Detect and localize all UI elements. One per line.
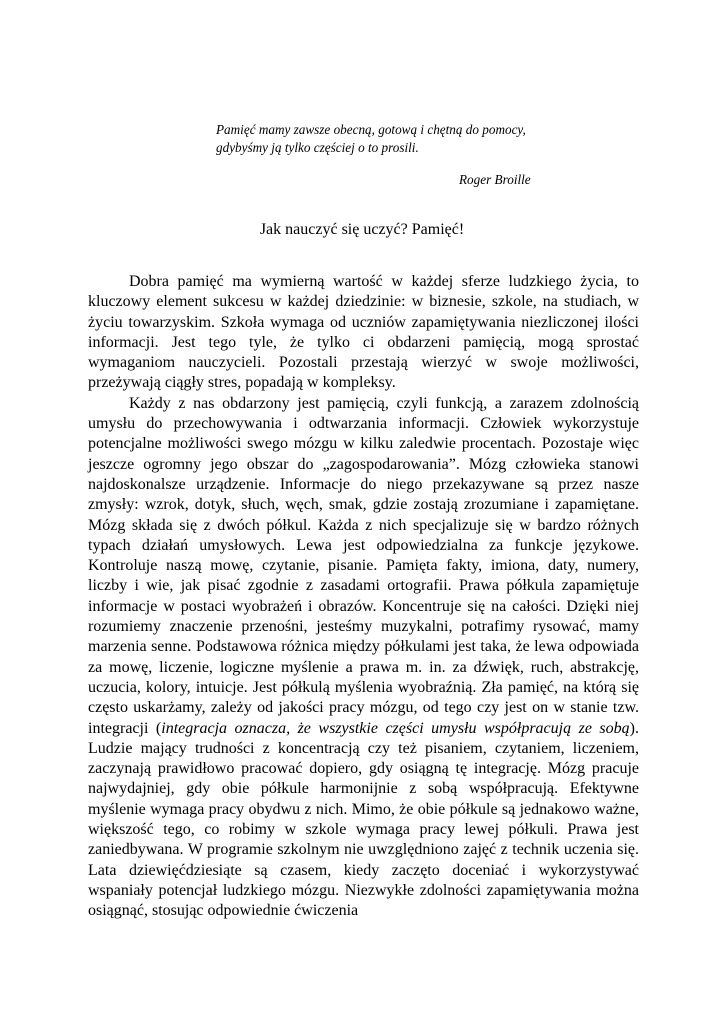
paragraph-2-part-1: Każdy z nas obdarzony jest pamięcią, czyli funkcją, a zarazem zdolnością umysłu do przechowywania i odtwarzania informacji. Człowiek wykorzystuje potencjalne możliwości swego mózgu w kilku zaledwie procentach. Pozostaje więc jeszcze ogromny jego obszar do „zagospodarowania”. Mózg człowieka stanowi najdoskonalsze urządzenie. Informacje do niego przekazywane są przez nasze zmysły: wzrok, dotyk, słuch, węch, smak, gdzie zostają zrozumiane i zapamiętane. Mózg składa się z dwóch półkul. Każda z nich specjalizuje się w bardzo różnych typach działań umysłowych. Lewa jest odpowiedzialna za funkcje językowe. Kontroluje naszą mowę, czytanie, pisanie. Pamięta fakty, imiona, daty, numery, liczby i wie, jak pisać zgodnie z zasadami ortografii. Prawa półkula zapamiętuje informacje w postaci wyobrażeń i obrazów. Koncentruje się na całości. Dzięki niej rozumiemy znaczenie przenośni, jesteśmy muzykalni, potrafimy rysować, mamy marzenia senne. Podstawowa różnica między półkulami jest taka, że lewa odpowiada za mowę, liczenie, logiczne myślenie a prawa m. in. za dźwięk, ruch, abstrakcję, uczucia, kolory, intuicje. Jest półkulą myślenia wyobraźnią. Zła pamięć, na którą się często uskarżamy, zależy od jakości pracy mózgu, od tego czy jest on w stanie tzw. integracji ( xyxy=(88,394,639,737)
epigraph-line-1: Pamięć mamy zawsze obecną, gotową i chętną do pomocy, xyxy=(216,122,526,137)
epigraph-line-2: gdybyśmy ją tylko częściej o to prosili. xyxy=(216,140,419,155)
paragraph-2-italic-definition: integracja oznacza, że wszystkie części umysłu współpracują ze sobą xyxy=(161,719,630,737)
body-text xyxy=(88,272,639,922)
epigraph-author: Roger Broille xyxy=(459,172,531,187)
paragraph-2-part-2: ). Ludzie mający trudności z koncentracją czy też pisaniem, czytaniem, liczeniem, zaczynają prawidłowo pracować dopiero, gdy osiągną tę integrację. Mózg pracuje najwydajniej, gdy obie półkule harmonijnie z sobą współpracują. Efektywne myślenie wymaga pracy obydwu z nich. Mimo, że obie półkule są jednakowo ważne, większość tego, co robimy w szkole wymaga pracy lewej półkuli. Prawa jest zaniedbywana. W programie szkolnym nie uwzględniono zajęć z technik uczenia się. Lata dziewięćdziesiąte są czasem, kiedy zaczęto doceniać i wykorzystywać wspaniały potencjał ludzkiego mózgu. Niezwykłe zdolności zapamiętywania można osiągnąć, stosując odpowiednie ćwiczenia xyxy=(88,719,639,920)
document-title: Jak nauczyć się uczyć? Pamięć! xyxy=(259,221,465,238)
paragraph-1: Dobra pamięć ma wymierną wartość w każdej sferze ludzkiego życia, to kluczowy element sukcesu w każdej dziedzinie: w biznesie, szkole, na studiach, w życiu towarzyskim. Szkoła wymaga od uczniów zapamiętywania niezliczonej ilości informacji. Jest tego tyle, że tylko ci obdarzeni pamięcią, mogą sprostać wymaganiom nauczycieli. Pozostali przestają wierzyć w swoje możliwości, przeżywają ciągły stres, popadają w kompleksy. xyxy=(88,273,639,392)
paragraph-2 xyxy=(88,394,639,922)
epigraph-quote xyxy=(216,121,636,157)
